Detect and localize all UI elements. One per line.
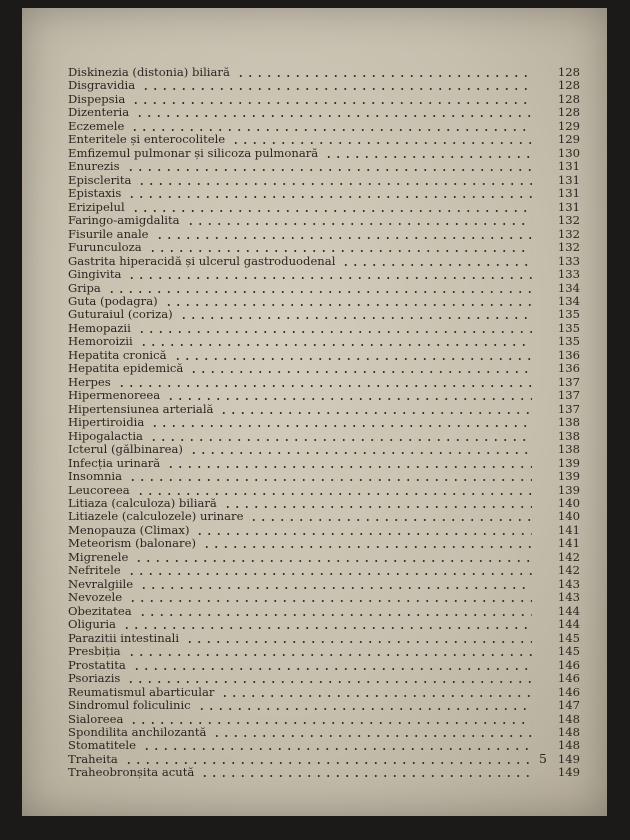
- dot-leader: [131, 210, 532, 212]
- toc-entry-page: 139: [557, 482, 580, 497]
- toc-entry: [68, 659, 580, 672]
- dot-leader: [136, 493, 532, 495]
- toc-entry: [68, 686, 580, 699]
- toc-entry-title: Reumatismul abarticular: [68, 684, 215, 699]
- toc-entry-title: Hipogalactia: [68, 428, 143, 443]
- dot-leader: [219, 412, 532, 414]
- toc-entry-title: Nefritele: [68, 563, 121, 578]
- toc-entry-page: 137: [557, 388, 580, 403]
- toc-entry: [68, 591, 580, 604]
- toc-entry-page: 143: [557, 576, 580, 591]
- toc-entry-page: 138: [557, 415, 580, 430]
- toc-entry: [68, 362, 580, 375]
- toc-entry-title: Hipertensiunea arterială: [68, 401, 214, 416]
- toc-entry: [68, 120, 580, 133]
- toc-entry-title: Obezitatea: [68, 603, 132, 618]
- toc-entry-page: 128: [557, 91, 580, 106]
- dot-leader: [202, 546, 532, 548]
- dot-leader: [127, 654, 532, 656]
- dot-leader: [128, 600, 532, 602]
- toc-entry: [68, 618, 580, 631]
- toc-entry: [68, 187, 580, 200]
- dot-leader: [124, 762, 532, 764]
- toc-entry: [68, 66, 580, 79]
- toc-entry-title: Litiaza (calculoza) biliară: [68, 496, 217, 510]
- toc-entry: [68, 632, 580, 645]
- toc-entry-title: Sindromul foliculinic: [68, 698, 191, 713]
- toc-entry: [68, 335, 580, 348]
- toc-entry-page: 148: [557, 724, 580, 739]
- dot-leader: [231, 142, 532, 144]
- toc-entry-page: 144: [557, 617, 580, 632]
- dot-leader: [149, 439, 532, 441]
- toc-entry: [68, 416, 580, 429]
- dot-leader: [324, 156, 532, 158]
- toc-entry: [68, 713, 580, 726]
- dot-leader: [179, 317, 532, 319]
- dot-leader: [117, 385, 532, 387]
- toc-entry-title: Gastrita hiperacidă și ulcerul gastroduodenal: [68, 253, 336, 268]
- toc-entry-title: Stomatitele: [68, 738, 136, 753]
- toc-entry-title: Presbiția: [68, 644, 121, 659]
- toc-entry-title: Guturaiul (coriza): [68, 307, 173, 322]
- dot-leader: [128, 479, 532, 481]
- toc-entry: [68, 376, 580, 389]
- toc-entry: [68, 241, 580, 254]
- toc-entry: [68, 349, 580, 362]
- toc-entry-page: 131: [557, 159, 580, 174]
- toc-entry-page: 129: [557, 118, 580, 133]
- toc-entry: [68, 228, 580, 241]
- dot-leader: [249, 519, 532, 521]
- dot-leader: [122, 627, 532, 629]
- table-of-contents: [68, 66, 580, 780]
- toc-entry-title: Nevozele: [68, 590, 123, 605]
- toc-entry-page: 129: [557, 132, 580, 147]
- dot-leader: [185, 641, 532, 643]
- toc-entry-title: Hipertiroidia: [68, 415, 145, 430]
- toc-entry: [68, 672, 580, 685]
- toc-entry-title: Erizipelul: [68, 199, 125, 214]
- dot-leader: [139, 587, 532, 589]
- toc-entry: [68, 497, 580, 510]
- toc-entry: [68, 524, 580, 537]
- toc-entry-title: Prostatita: [68, 657, 126, 672]
- toc-entry: [68, 443, 580, 456]
- toc-entry-title: Enteritele și enterocolitele: [68, 132, 226, 147]
- toc-entry: [68, 537, 580, 550]
- dot-leader: [164, 304, 532, 306]
- page-number: 5: [539, 751, 547, 766]
- dot-leader: [166, 466, 532, 468]
- toc-entry: [68, 214, 580, 227]
- toc-entry: [68, 174, 580, 187]
- toc-entry-title: Dizenteria: [68, 105, 130, 120]
- toc-entry-page: 149: [557, 751, 580, 766]
- toc-entry-page: 143: [557, 590, 580, 605]
- toc-entry: [68, 766, 580, 779]
- toc-entry-page: 137: [557, 401, 580, 416]
- dot-leader: [155, 237, 532, 239]
- dot-leader: [148, 250, 532, 252]
- toc-entry-page: 147: [557, 698, 580, 713]
- toc-entry: [68, 699, 580, 712]
- toc-entry-title: Herpes: [68, 374, 111, 389]
- toc-entry-page: 133: [557, 253, 580, 268]
- dot-leader: [107, 291, 532, 293]
- toc-entry-title: Icterul (gălbinarea): [68, 442, 183, 457]
- toc-entry-title: Faringo-amigdalita: [68, 213, 180, 228]
- dot-leader: [212, 735, 532, 737]
- dot-leader: [200, 775, 532, 777]
- toc-entry-title: Oliguria: [68, 617, 116, 632]
- dot-leader: [137, 331, 532, 333]
- toc-entry-page: 146: [557, 671, 580, 686]
- toc-entry-title: Psoriazis: [68, 671, 121, 686]
- toc-entry: [68, 403, 580, 416]
- toc-entry-page: 139: [557, 469, 580, 484]
- dot-leader: [236, 75, 532, 77]
- dot-leader: [166, 398, 532, 400]
- toc-entry: [68, 484, 580, 497]
- toc-entry-page: 128: [557, 105, 580, 120]
- toc-entry-title: Spondilita anchilozantă: [68, 724, 207, 739]
- toc-entry-page: 131: [557, 172, 580, 187]
- toc-entry-page: 132: [557, 213, 580, 228]
- toc-entry-title: Gingivita: [68, 267, 122, 282]
- toc-entry-title: Epistaxis: [68, 186, 122, 201]
- toc-entry: [68, 430, 580, 443]
- toc-entry-title: Enurezis: [68, 159, 120, 174]
- toc-entry: [68, 726, 580, 739]
- toc-entry: [68, 160, 580, 173]
- toc-entry-page: 136: [557, 361, 580, 376]
- dot-leader: [139, 344, 532, 346]
- toc-entry-page: 138: [557, 428, 580, 443]
- dot-leader: [189, 371, 532, 373]
- toc-entry-title: Furunculoza: [68, 240, 142, 255]
- dot-leader: [129, 722, 532, 724]
- toc-entry-title: Litiazele (calculozele) urinare: [68, 509, 244, 524]
- toc-entry-title: Leucoreea: [68, 482, 130, 497]
- dot-leader: [220, 695, 532, 697]
- toc-entry-title: Disgravidia: [68, 78, 136, 93]
- toc-entry: [68, 551, 580, 564]
- toc-entry-page: 139: [557, 455, 580, 470]
- toc-entry-title: Infecția urinară: [68, 455, 161, 470]
- toc-entry-page: 142: [557, 563, 580, 578]
- toc-entry-page: 131: [557, 199, 580, 214]
- toc-entry-page: 140: [557, 509, 580, 524]
- dot-leader: [131, 102, 532, 104]
- dot-leader: [223, 506, 532, 508]
- toc-entry: [68, 578, 580, 591]
- dot-leader: [127, 196, 532, 198]
- toc-entry: [68, 106, 580, 119]
- toc-entry-page: 134: [557, 280, 580, 295]
- dot-leader: [142, 748, 532, 750]
- dot-leader: [135, 115, 532, 117]
- toc-entry: [68, 510, 580, 523]
- toc-entry-title: Traheobronșita acută: [68, 765, 195, 780]
- dot-leader: [150, 425, 532, 427]
- toc-entry-title: Episclerita: [68, 172, 132, 187]
- toc-entry-title: Diskinezia (distonia) biliară: [68, 65, 230, 79]
- toc-entry-page: 130: [557, 145, 580, 160]
- toc-entry-title: Nevralgiile: [68, 576, 134, 591]
- dot-leader: [173, 358, 532, 360]
- toc-entry: [68, 470, 580, 483]
- toc-entry: [68, 255, 580, 268]
- toc-entry: [68, 93, 580, 106]
- toc-entry: [68, 295, 580, 308]
- toc-entry: [68, 322, 580, 335]
- toc-entry: [68, 564, 580, 577]
- dot-leader: [195, 533, 532, 535]
- toc-entry-page: 135: [557, 320, 580, 335]
- toc-entry: [68, 645, 580, 658]
- dot-leader: [141, 88, 532, 90]
- dot-leader: [130, 129, 532, 131]
- toc-entry-page: 131: [557, 186, 580, 201]
- toc-entry: [68, 268, 580, 281]
- dot-leader: [189, 452, 532, 454]
- toc-entry-title: Guta (podagra): [68, 293, 158, 308]
- toc-entry-title: Parazitii intestinali: [68, 630, 180, 645]
- dot-leader: [134, 560, 532, 562]
- toc-entry-title: Migrenele: [68, 549, 129, 564]
- toc-entry-page: 141: [557, 522, 580, 537]
- toc-entry-page: 135: [557, 334, 580, 349]
- toc-entry-title: Gripa: [68, 280, 101, 295]
- dot-leader: [126, 169, 532, 171]
- toc-entry: [68, 147, 580, 160]
- toc-entry-title: Hepatita cronică: [68, 347, 167, 362]
- toc-entry-page: 140: [557, 496, 580, 510]
- toc-entry-page: 136: [557, 347, 580, 362]
- toc-entry-page: 148: [557, 711, 580, 726]
- toc-entry-page: 145: [557, 644, 580, 659]
- toc-entry-page: 138: [557, 442, 580, 457]
- dot-leader: [137, 183, 532, 185]
- toc-entry-page: 132: [557, 240, 580, 255]
- toc-entry-page: 149: [557, 765, 580, 780]
- book-page: [22, 8, 607, 816]
- toc-entry-page: 135: [557, 307, 580, 322]
- toc-entry-title: Hepatita epidemică: [68, 361, 184, 376]
- toc-entry: [68, 753, 580, 766]
- toc-entry: [68, 308, 580, 321]
- toc-entry-title: Traheita: [68, 751, 118, 766]
- toc-entry-title: Menopauza (Climax): [68, 522, 190, 537]
- toc-entry-page: 133: [557, 267, 580, 282]
- toc-entry: [68, 282, 580, 295]
- toc-entry-page: 137: [557, 374, 580, 389]
- toc-entry: [68, 457, 580, 470]
- toc-entry-page: 128: [557, 65, 580, 79]
- toc-entry-title: Meteorism (balonare): [68, 536, 196, 551]
- toc-entry-page: 145: [557, 630, 580, 645]
- dot-leader: [126, 681, 532, 683]
- dot-leader: [127, 277, 532, 279]
- toc-entry-page: 142: [557, 549, 580, 564]
- dot-leader: [341, 264, 532, 266]
- toc-entry-title: Eczemele: [68, 118, 125, 133]
- toc-entry-page: 148: [557, 738, 580, 753]
- toc-entry-title: Hemoroizii: [68, 334, 133, 349]
- toc-entry-page: 146: [557, 657, 580, 672]
- toc-entry-title: Dispepsia: [68, 91, 126, 106]
- dot-leader: [127, 573, 532, 575]
- toc-entry-page: 146: [557, 684, 580, 699]
- toc-entry-page: 134: [557, 293, 580, 308]
- toc-entry: [68, 133, 580, 146]
- toc-entry: [68, 605, 580, 618]
- toc-entry: [68, 389, 580, 402]
- toc-entry-title: Fisurile anale: [68, 226, 149, 241]
- toc-entry-page: 141: [557, 536, 580, 551]
- dot-leader: [138, 614, 532, 616]
- toc-entry: [68, 79, 580, 92]
- toc-entry-title: Insomnia: [68, 469, 123, 484]
- toc-entry: [68, 201, 580, 214]
- toc-entry-page: 128: [557, 78, 580, 93]
- dot-leader: [186, 223, 532, 225]
- toc-entry-title: Hemopazii: [68, 320, 131, 335]
- toc-entry-page: 144: [557, 603, 580, 618]
- dot-leader: [197, 708, 532, 710]
- toc-entry-title: Hipermenoreea: [68, 388, 161, 403]
- toc-entry-title: Sialoreea: [68, 711, 124, 726]
- toc-entry-title: Emfizemul pulmonar și silicoza pulmonară: [68, 145, 319, 160]
- toc-entry-page: 132: [557, 226, 580, 241]
- toc-entry: [68, 739, 580, 752]
- dot-leader: [132, 668, 532, 670]
